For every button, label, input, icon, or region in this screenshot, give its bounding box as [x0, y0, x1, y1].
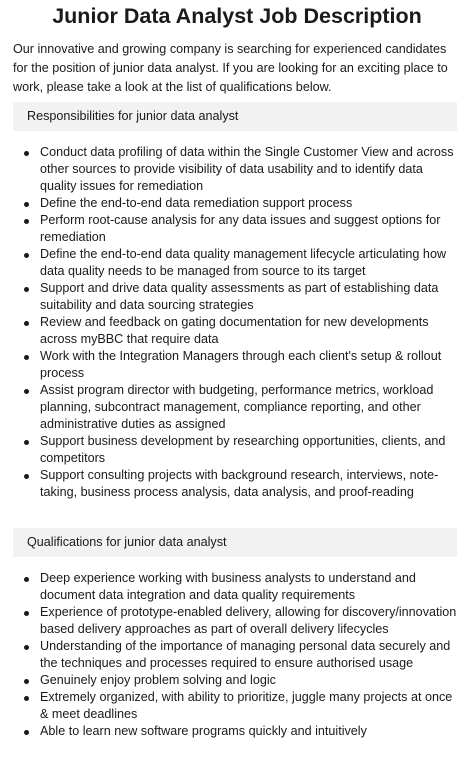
list-item-text: Define the end-to-end data quality management lifecycle articulating how data quality needs to be managed from source to its target [40, 247, 447, 278]
list-item [0, 638, 474, 672]
list-item-text: Conduct data profiling of data within the Single Customer View and across other sources to provide visibility of data usability and to identify data quality issues for remediation [40, 145, 454, 193]
bullet-icon [24, 611, 29, 616]
list-item [0, 604, 474, 638]
bullet-icon [24, 389, 29, 394]
list-item [0, 144, 474, 195]
list-item [0, 689, 474, 723]
intro-paragraph: Our innovative and growing company is searching for experienced candidates for the position of junior data analyst. If you are looking for an exciting place to work, please take a look at the list of qualifications below. [13, 42, 448, 94]
bullet-icon [24, 253, 29, 258]
bullet-icon [24, 474, 29, 479]
list-item-text: Perform root-cause analysis for any data issues and suggest options for remediation [40, 213, 441, 244]
bullet-icon [24, 440, 29, 445]
bullet-icon [24, 321, 29, 326]
list-item [0, 212, 474, 246]
list-item-text: Extremely organized, with ability to prioritize, juggle many projects at once & meet deadlines [40, 690, 453, 721]
responsibilities-heading: Responsibilities for junior data analyst [13, 102, 457, 131]
list-item [0, 246, 474, 280]
bullet-icon [24, 645, 29, 650]
qualifications-heading: Qualifications for junior data analyst [13, 528, 457, 557]
list-item-text: Genuinely enjoy problem solving and logic [40, 673, 276, 687]
list-item-text: Support and drive data quality assessments as part of establishing data suitability and data sourcing strategies [40, 281, 439, 312]
list-item-text: Understanding of the importance of managing personal data securely and the techniques and processes required to ensure authorised usage [40, 639, 451, 670]
bullet-icon [24, 151, 29, 156]
list-item-text: Able to learn new software programs quickly and intuitively [40, 724, 367, 738]
bullet-icon [24, 202, 29, 207]
qualifications-list [0, 570, 474, 740]
list-item-text: Review and feedback on gating documentation for new developments across myBBC that require data [40, 315, 429, 346]
list-item-text: Support business development by researching opportunities, clients, and competitors [40, 434, 446, 465]
page-title: Junior Data Analyst Job Description [52, 4, 422, 28]
bullet-icon [24, 679, 29, 684]
list-item-text: Support consulting projects with background research, interviews, note-taking, business process analysis, data analysis, and proof-reading [40, 468, 439, 499]
bullet-icon [24, 696, 29, 701]
bullet-icon [24, 287, 29, 292]
list-item [0, 433, 474, 467]
list-item [0, 348, 474, 382]
bullet-icon [24, 577, 29, 582]
list-item [0, 467, 474, 501]
list-item [0, 195, 474, 212]
list-item-text: Work with the Integration Managers through each client's setup & rollout process [40, 349, 442, 380]
list-item [0, 314, 474, 348]
list-item-text: Define the end-to-end data remediation support process [40, 196, 353, 210]
list-item-text: Deep experience working with business analysts to understand and document data integration and data quality requirements [40, 571, 416, 602]
list-item [0, 382, 474, 433]
list-item [0, 723, 474, 740]
list-item [0, 672, 474, 689]
bullet-icon [24, 730, 29, 735]
list-item-text: Experience of prototype-enabled delivery, allowing for discovery/innovation based delivery approaches as part of overall delivery lifecycles [40, 605, 457, 636]
responsibilities-list [0, 144, 474, 501]
bullet-icon [24, 219, 29, 224]
list-item [0, 280, 474, 314]
list-item [0, 570, 474, 604]
list-item-text: Assist program director with budgeting, performance metrics, workload planning, subcontract management, compliance reporting, and other administrative duties as assigned [40, 383, 434, 431]
bullet-icon [24, 355, 29, 360]
